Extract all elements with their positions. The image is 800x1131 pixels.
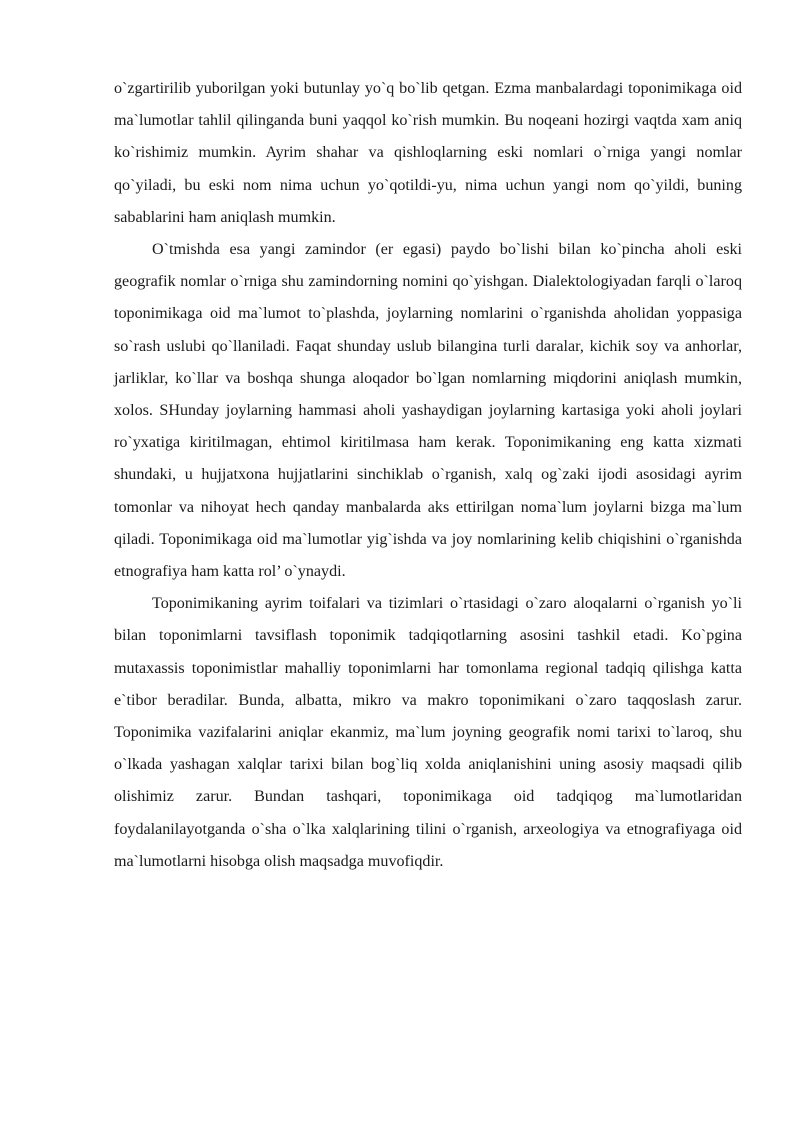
paragraph-toponimika-tizimlari: Toponimikaning ayrim toifalari va tizimlari o`rtasidagi o`zaro aloqalarni o`rganish yo`li bilan toponimlarni tavsiflash toponimik tadqiqotlarning asosini tashkil etadi. Ko`pgina mutaxassis toponimistlar mahalliy toponimlarni har tomonlama regional tadqiq qilishga katta e`tibor beradilar. Bunda, albatta, mikro va makro toponimikani o`zaro taqqoslash zarur. Toponimika vazifalarini aniqlar ekanmiz, ma`lum joyning geografik nomi tarixi to`laroq, shu o`lkada yashagan xalqlar tarixi bilan bog`liq xolda aniqlanishini uning asosiy maqsadi qilib olishimiz zarur. Bundan tashqari, toponimikaga oid tadqiqog ma`lumotlaridan foydalanilayotganda o`sha o`lka xalqlarining tilini o`rganish, arxeologiya va etnografiyaga oid ma`lumotlarni hisobga olish maqsadga muvofiqdir.: [114, 595, 742, 870]
paragraph-continuation: o`zgartirilib yuborilgan yoki butunlay yo`q bo`lib qetgan. Ezma manbalardagi toponimikaga oid ma`lumotlar tahlil qilinganda buni yaqqol ko`rish mumkin. Bu noqeani hozirgi vaqtda xam aniq ko`rishimiz mumkin. Ayrim shahar va qishloqlarning eski nomlari o`rniga yangi nomlar qo`yiladi, bu eski nom nima uchun yo`qotildi-yu, nima uchun yangi nom qo`yildi, buning sabablarini ham aniqlash mumkin.: [114, 80, 742, 226]
document-page: [114, 73, 742, 878]
paragraph-zamindor: O`tmishda esa yangi zamindor (er egasi) paydo bo`lishi bilan ko`pincha aholi eski geografik nomlar o`rniga shu zamindorning nomini qo`yishgan. Dialektologiyadan farqli o`laroq toponimikaga oid ma`lumot to`plashda, joylarning nomlarini o`rganishda aholidan yoppasiga so`rash uslubi qo`llaniladi. Faqat shunday uslub bilangina turli daralar, kichik soy va anhorlar, jarliklar, ko`llar va boshqa shunga aloqador bo`lgan nomlarning miqdorini aniqlash mumkin, xolos. SHunday joylarning hammasi aholi yashaydigan joylarning kartasiga yoki aholi joylari ro`yxatiga kiritilmagan, ehtimol kiritilmasa ham kerak. Toponimikaning eng katta xizmati shundaki, u hujjatxona hujjatlarini sinchiklab o`rganish, xalq og`zaki ijodi asosidagi ayrim tomonlar va nihoyat hech qanday manbalarda aks ettirilgan noma`lum joylarni bizga ma`lum qiladi. Toponimikaga oid ma`lumotlar yig`ishda va joy nomlarining kelib chiqishini o`rganishda etnografiya ham katta rol’ o`ynaydi.: [114, 241, 742, 581]
